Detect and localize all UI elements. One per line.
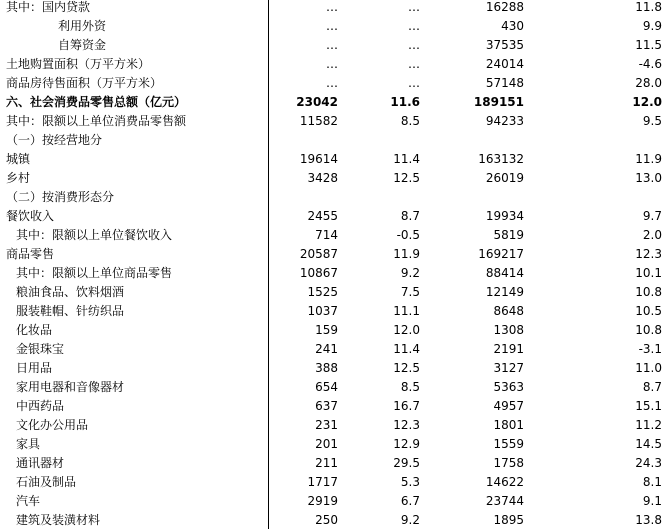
current-month-growth: 12.5	[393, 360, 420, 375]
row-label: 化妆品	[0, 320, 268, 339]
cumulative-growth: 9.7	[642, 208, 662, 223]
cumulative-growth: 28.0	[635, 75, 662, 90]
current-month-value: 2919	[307, 493, 338, 508]
current-month-growth: …	[408, 37, 420, 52]
cumulative-value: 14622	[485, 474, 524, 489]
cumulative-value: 4957	[493, 398, 524, 413]
current-month-growth: 12.0	[393, 322, 420, 337]
row-label: 石油及制品	[0, 472, 268, 491]
current-month-value: …	[326, 0, 338, 14]
cumulative-value: 163132	[478, 151, 524, 166]
current-month-value: 654	[315, 379, 338, 394]
row-label: （二）按消费形态分	[0, 187, 268, 206]
table-row	[0, 491, 662, 510]
table-row	[0, 472, 662, 491]
cumulative-growth: 24.3	[635, 455, 662, 470]
cumulative-value: 2191	[493, 341, 524, 356]
cumulative-value	[424, 130, 528, 149]
cumulative-growth: 8.7	[642, 379, 662, 394]
cumulative-value: 26019	[485, 170, 524, 185]
cumulative-growth: 10.8	[635, 284, 662, 299]
cumulative-value: 430	[501, 18, 524, 33]
cumulative-growth: 10.1	[635, 265, 662, 280]
current-month-value: …	[326, 75, 338, 90]
row-label: 家具	[0, 434, 268, 453]
current-month-value: 211	[315, 455, 338, 470]
row-label: 土地购置面积（万平方米）	[0, 54, 268, 73]
table-row	[0, 377, 662, 396]
table-row	[0, 434, 662, 453]
current-month-value: 201	[315, 436, 338, 451]
table-row	[0, 358, 662, 377]
row-label: 其中：限额以上单位商品零售	[0, 263, 268, 282]
cumulative-growth: 13.0	[635, 170, 662, 185]
row-label: 商品房待售面积（万平方米）	[0, 73, 268, 92]
cumulative-value: 5819	[493, 227, 524, 242]
current-month-value: 3428	[307, 170, 338, 185]
cumulative-growth: -3.1	[638, 341, 662, 356]
current-month-value: 1525	[307, 284, 338, 299]
cumulative-growth: 2.0	[642, 227, 662, 242]
current-month-growth: 6.7	[400, 493, 420, 508]
row-label: 金银珠宝	[0, 339, 268, 358]
cumulative-growth: 9.9	[642, 18, 662, 33]
table-row	[0, 339, 662, 358]
current-month-growth: 12.3	[393, 417, 420, 432]
cumulative-value: 37535	[485, 37, 524, 52]
cumulative-growth: 12.0	[632, 94, 662, 109]
row-label: 商品零售	[0, 244, 268, 263]
cumulative-value: 189151	[473, 94, 524, 109]
table-row	[0, 92, 662, 111]
table-row	[0, 453, 662, 472]
current-month-growth	[342, 187, 424, 206]
current-month-growth: 12.5	[393, 170, 420, 185]
current-month-growth: 11.4	[393, 341, 420, 356]
current-month-value: …	[326, 37, 338, 52]
current-month-growth: 9.2	[400, 512, 420, 527]
current-month-value: 11582	[299, 113, 338, 128]
cumulative-value	[424, 187, 528, 206]
cumulative-value: 23744	[485, 493, 524, 508]
table-row	[0, 35, 662, 54]
cumulative-value: 5363	[493, 379, 524, 394]
cumulative-value: 12149	[485, 284, 524, 299]
current-month-growth: 8.7	[400, 208, 420, 223]
row-label: 城镇	[0, 149, 268, 168]
table-row	[0, 510, 662, 529]
cumulative-growth: 10.8	[635, 322, 662, 337]
table-row	[0, 149, 662, 168]
cumulative-growth: 9.1	[642, 493, 662, 508]
current-month-value: 231	[315, 417, 338, 432]
cumulative-growth: 15.1	[635, 398, 662, 413]
cumulative-growth: 14.5	[635, 436, 662, 451]
row-label: 建筑及装潢材料	[0, 510, 268, 529]
cumulative-growth: 11.5	[635, 37, 662, 52]
current-month-growth: 8.5	[400, 379, 420, 394]
cumulative-growth: 9.5	[642, 113, 662, 128]
cumulative-growth: 11.9	[635, 151, 662, 166]
row-label: 通讯器材	[0, 453, 268, 472]
table-row	[0, 225, 662, 244]
current-month-value: 637	[315, 398, 338, 413]
cumulative-value: 169217	[478, 246, 524, 261]
table-row	[0, 130, 662, 149]
current-month-growth: 5.3	[400, 474, 420, 489]
row-label: 家用电器和音像器材	[0, 377, 268, 396]
current-month-growth: -0.5	[396, 227, 420, 242]
current-month-growth: 29.5	[393, 455, 420, 470]
row-label: 文化办公用品	[0, 415, 268, 434]
cumulative-growth: 10.5	[635, 303, 662, 318]
current-month-value: 19614	[299, 151, 338, 166]
row-label: 汽车	[0, 491, 268, 510]
cumulative-value: 94233	[485, 113, 524, 128]
current-month-value: 388	[315, 360, 338, 375]
current-month-growth: 16.7	[393, 398, 420, 413]
table-row	[0, 415, 662, 434]
row-label: 六、社会消费品零售总额（亿元）	[0, 92, 268, 111]
table-row	[0, 16, 662, 35]
current-month-growth: …	[408, 0, 420, 14]
table-row	[0, 187, 662, 206]
current-month-growth: 11.4	[393, 151, 420, 166]
table-row	[0, 0, 662, 16]
table-row	[0, 206, 662, 225]
cumulative-value: 19934	[485, 208, 524, 223]
cumulative-growth: 11.8	[635, 0, 662, 14]
table-row	[0, 282, 662, 301]
current-month-growth: 9.2	[400, 265, 420, 280]
row-label: 其中：限额以上单位消费品零售额	[0, 111, 268, 130]
row-label: 日用品	[0, 358, 268, 377]
table-row	[0, 396, 662, 415]
current-month-value: 250	[315, 512, 338, 527]
table-row	[0, 73, 662, 92]
table-row	[0, 111, 662, 130]
cumulative-growth: 11.0	[635, 360, 662, 375]
cumulative-growth	[528, 187, 662, 206]
current-month-growth: …	[408, 56, 420, 71]
cumulative-value: 1895	[493, 512, 524, 527]
row-label: 服装鞋帽、针纺织品	[0, 301, 268, 320]
cumulative-growth: 13.8	[635, 512, 662, 527]
current-month-value: 159	[315, 322, 338, 337]
current-month-growth: 7.5	[400, 284, 420, 299]
cumulative-value: 8648	[493, 303, 524, 318]
current-month-value: 241	[315, 341, 338, 356]
current-month-value: 714	[315, 227, 338, 242]
cumulative-value: 57148	[485, 75, 524, 90]
current-month-value: 10867	[299, 265, 338, 280]
cumulative-value: 24014	[485, 56, 524, 71]
table-row	[0, 244, 662, 263]
cumulative-value: 3127	[493, 360, 524, 375]
current-month-growth: 11.1	[393, 303, 420, 318]
row-label: 餐饮收入	[0, 206, 268, 225]
current-month-value: 23042	[296, 94, 338, 109]
table-row	[0, 263, 662, 282]
cumulative-growth: 12.3	[635, 246, 662, 261]
table-row	[0, 301, 662, 320]
cumulative-value: 16288	[485, 0, 524, 14]
cumulative-value: 1801	[493, 417, 524, 432]
cumulative-growth	[528, 130, 662, 149]
row-label: 其中：限额以上单位餐饮收入	[0, 225, 268, 244]
current-month-value: 1717	[307, 474, 338, 489]
current-month-value: 1037	[307, 303, 338, 318]
current-month-value	[268, 187, 342, 206]
table-row	[0, 168, 662, 187]
current-month-value: 2455	[307, 208, 338, 223]
cumulative-growth: 8.1	[642, 474, 662, 489]
row-label: 中西药品	[0, 396, 268, 415]
row-label: 其中：国内贷款	[0, 0, 268, 16]
current-month-value: …	[326, 18, 338, 33]
current-month-value: …	[326, 56, 338, 71]
row-label: （一）按经营地分	[0, 130, 268, 149]
current-month-value: 20587	[299, 246, 338, 261]
cumulative-value: 1758	[493, 455, 524, 470]
row-label: 粮油食品、饮料烟酒	[0, 282, 268, 301]
current-month-growth: …	[408, 75, 420, 90]
cumulative-growth: -4.6	[638, 56, 662, 71]
cumulative-value: 1308	[493, 322, 524, 337]
cumulative-value: 1559	[493, 436, 524, 451]
table-row	[0, 320, 662, 339]
row-label: 乡村	[0, 168, 268, 187]
row-label: 利用外资	[0, 16, 268, 35]
current-month-growth: …	[408, 18, 420, 33]
current-month-growth: 11.6	[390, 94, 420, 109]
current-month-value	[268, 130, 342, 149]
table-row	[0, 54, 662, 73]
cumulative-value: 88414	[485, 265, 524, 280]
row-label: 自筹资金	[0, 35, 268, 54]
current-month-growth: 12.9	[393, 436, 420, 451]
current-month-growth: 8.5	[400, 113, 420, 128]
current-month-growth	[342, 130, 424, 149]
cumulative-growth: 11.2	[635, 417, 662, 432]
current-month-growth: 11.9	[393, 246, 420, 261]
